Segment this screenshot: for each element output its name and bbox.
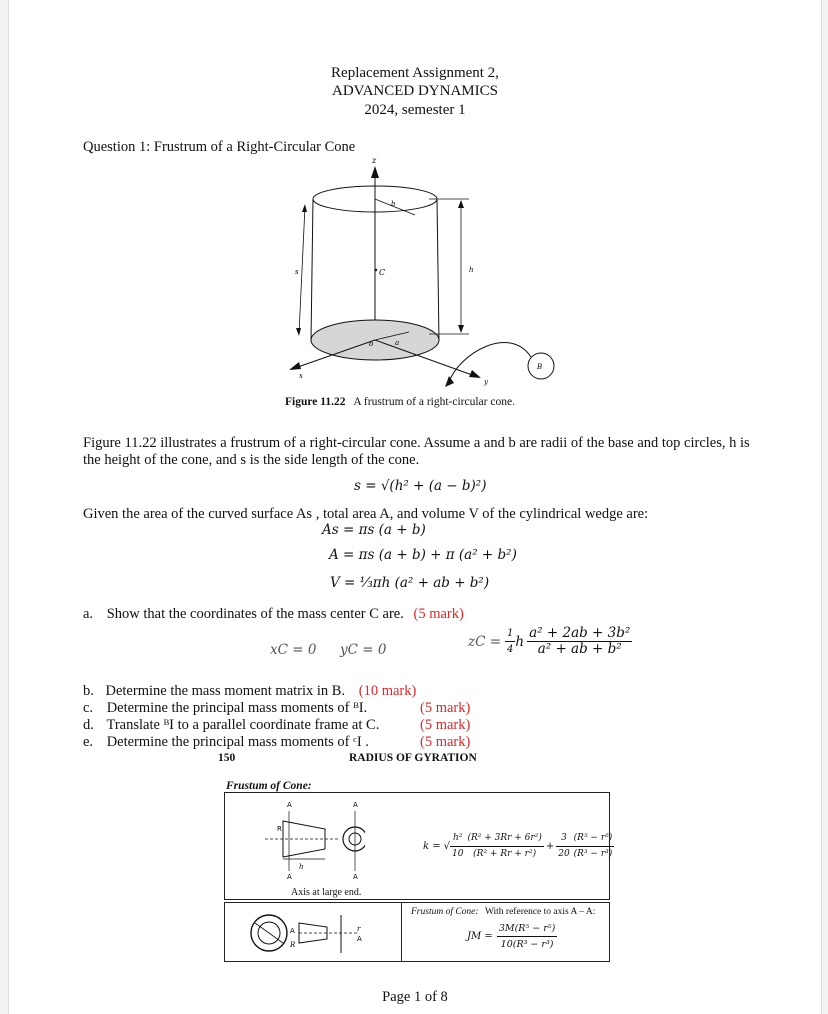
label-B: B <box>537 363 543 371</box>
label-b: b <box>391 200 396 208</box>
eq-xc: xC = 0 <box>270 642 317 658</box>
side-length-formula: s = √(h² + (a − b)²) <box>354 478 487 494</box>
label-z: z <box>372 156 377 165</box>
curve-to-B <box>449 343 531 382</box>
document-page <box>8 0 822 1014</box>
box1-h2-over-10: $\frac{\text{h²}}{10}$ <box>452 833 464 859</box>
box2-title-rest: With reference to axis A – A: <box>484 907 596 917</box>
eq-zc-fraction: $\frac{\text{a² + 2ab + 3b²}}{\text{a² + ab + b²}}$ <box>529 625 631 657</box>
center-c-point <box>375 269 377 271</box>
z-axis-arrow <box>371 166 379 178</box>
given-statement: Given the area of the curved surface As , total area A, and volume V of the cylindrical wedge are: <box>83 506 649 522</box>
description-paragraph: Figure 11.22 illustrates a frustrum of a right-circular cone. Assume a and b are radii of the base and top circles, h is the height of the cone, and s is the side length of the cone. <box>83 435 750 468</box>
page-footer: Page 1 of 8 <box>382 989 448 1005</box>
box2-title-italic: Frustum of Cone: <box>411 907 479 917</box>
eq-yc: yC = 0 <box>340 642 387 658</box>
label-a: a <box>395 339 400 347</box>
part-d-text: Translate ᴮI to a parallel coordinate frame at C. <box>106 717 380 733</box>
box2-label-r: r <box>357 925 361 933</box>
box1-ratio-1: $\frac{\text{(R² + 3Rr + 6r²)}}{\text{(R² + Rr + r²)}}$ <box>467 833 542 859</box>
box2-formula <box>467 921 557 952</box>
label-h: h <box>469 266 474 274</box>
part-a-text: Show that the coordinates of the mass center C are. <box>106 606 404 622</box>
part-e-text: Determine the principal mass moments of ᶜI . <box>106 734 369 750</box>
box1-axis-note: Axis at large end. <box>291 887 362 898</box>
part-c <box>83 700 367 717</box>
reference-box-2 <box>224 902 610 962</box>
part-c-marks: (5 mark) <box>420 700 471 716</box>
part-b-text: Determine the mass moment matrix in B. <box>105 683 346 699</box>
label-y: y <box>484 378 488 386</box>
label-C: C <box>379 268 386 277</box>
box1-label-A-bottom: A <box>287 873 292 881</box>
label-x: x <box>299 372 303 380</box>
eq-volume: V = ⅓πh (a² + ab + b²) <box>330 575 490 591</box>
eq-curved-area: As = πs (a + b) <box>322 522 426 538</box>
s-dimension <box>299 206 305 334</box>
box1-label-A-bottom-right: A <box>353 873 358 881</box>
box1-label-A-top-right: A <box>353 801 358 809</box>
part-e-marks: (5 mark) <box>420 734 471 750</box>
box1-diagram <box>255 799 365 881</box>
label-o: o <box>369 340 374 348</box>
box1-title: Frustum of Cone: <box>226 780 312 792</box>
eq-zc <box>468 626 632 657</box>
eq-zc-lhs: zC = <box>468 633 502 650</box>
box2-label-R: R <box>290 941 296 949</box>
box2-title <box>411 907 595 917</box>
label-s: s <box>295 268 299 276</box>
reference-page-number: 150 <box>218 752 236 764</box>
header-line-3: 2024, semester 1 <box>364 102 466 118</box>
part-a-label: a. <box>83 606 94 622</box>
figure-caption-number: Figure 11.22 <box>285 396 346 408</box>
eq-zc-h: h <box>515 633 525 650</box>
box1-label-R: R <box>277 825 282 833</box>
left-side <box>311 199 313 341</box>
box1-ratio-2: $\frac{\text{(R⁵ − r⁵)}}{\text{(R³ − r³)}}$ <box>573 833 613 859</box>
box2-diagram <box>245 909 375 957</box>
part-d-marks: (5 mark) <box>420 717 471 733</box>
part-a-marks: (5 mark) <box>413 606 464 622</box>
figure-caption <box>285 396 515 408</box>
part-c-label: c. <box>83 700 94 716</box>
reference-box-1 <box>224 792 613 900</box>
box2-label-A-right: A <box>357 935 362 943</box>
part-b <box>83 683 416 700</box>
header-line-2: ADVANCED DYNAMICS <box>332 83 498 99</box>
right-side <box>437 199 439 341</box>
part-d-label: d. <box>83 717 94 733</box>
header-line-1: Replacement Assignment 2, <box>331 65 499 81</box>
question-title: Question 1: Frustrum of a Right-Circular Cone <box>83 139 356 155</box>
part-c-text: Determine the principal mass moments of ᴮI. <box>106 700 368 716</box>
box1-3-over-20: $\frac{3}{20}$ <box>558 833 570 859</box>
box1-plus: + <box>545 841 555 852</box>
reference-heading: RADIUS OF GYRATION <box>349 752 477 764</box>
part-e-label: e. <box>83 734 94 750</box>
part-a <box>83 606 464 623</box>
part-b-label: b. <box>83 683 94 699</box>
box2-label-A-left: A <box>290 927 295 935</box>
box2-fraction: $\frac{\text{3M(R⁵ − r⁵)}}{\text{10(R³ − r³)}}$ <box>498 923 556 950</box>
part-b-marks: (10 mark) <box>358 683 417 699</box>
frustum-figure <box>279 154 569 394</box>
figure-caption-text: A frustrum of a right-circular cone. <box>353 396 515 408</box>
part-d <box>83 717 379 734</box>
box2-lhs: JM = <box>467 931 493 942</box>
part-e <box>83 734 369 751</box>
box1-k: k = <box>423 841 441 852</box>
eq-total-area: A = πs (a + b) + π (a² + b²) <box>329 547 517 563</box>
box1-formula: k = √ $\frac{\text{h²}}{10}$ $\frac{\text{(R² + 3Rr + 6r²)}}{\text{(R² + Rr + r²)}}$ + $\frac{3}{20}$ $\frac{\text{(R⁵ − r⁵)}}{\text{(R³ − r³)}}$ <box>423 831 614 862</box>
eq-zc-coefficient: $\frac{1}{4}$ <box>507 628 514 655</box>
box1-label-h: h <box>299 863 304 871</box>
box1-label-A-top: A <box>287 801 292 809</box>
